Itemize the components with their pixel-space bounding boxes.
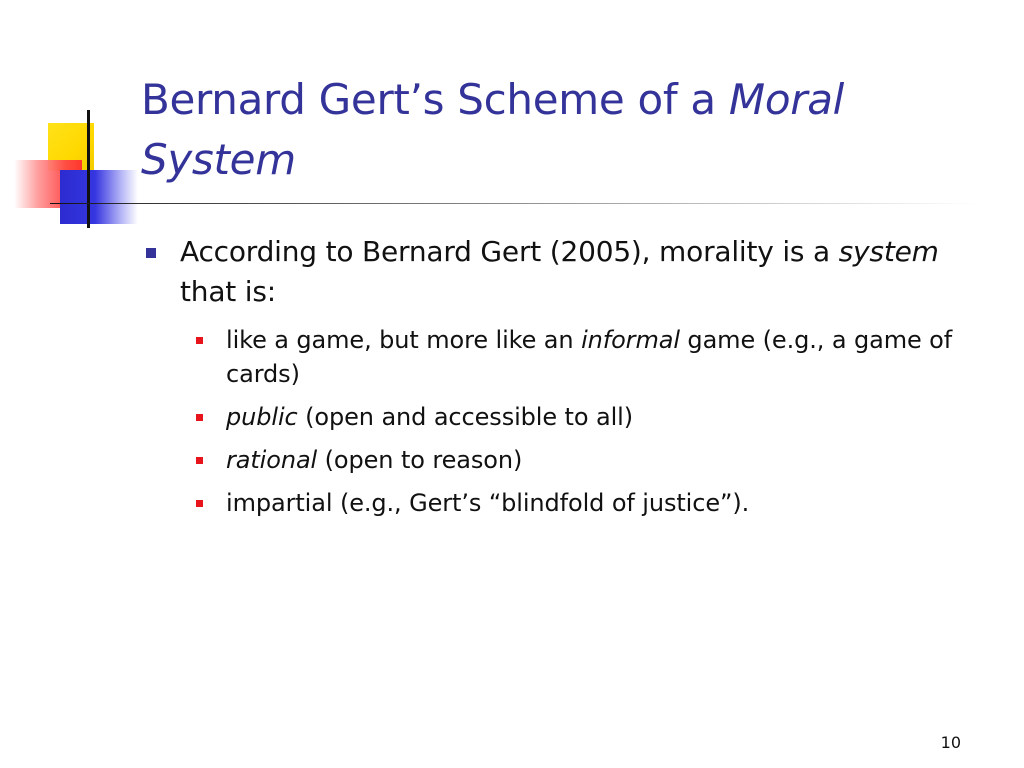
title-text: Bernard Gert’s Scheme of a — [141, 75, 729, 124]
page-number: 10 — [940, 733, 961, 752]
sub-bullet-text-after: (open and accessible to all) — [297, 403, 633, 431]
sub-bullet-text-after: (open to reason) — [317, 446, 523, 474]
main-bullet-item — [142, 232, 992, 312]
sub-bullet-item — [186, 486, 992, 520]
sub-bullet-text: like a game, but more like an — [226, 326, 582, 354]
vertical-line-decoration — [87, 110, 90, 228]
slide-title — [141, 70, 1001, 190]
main-bullet-text-after: that is: — [180, 275, 276, 308]
sub-bullet-list — [142, 323, 992, 520]
sub-bullet-text-after: game (e.g., a game of cards) — [226, 326, 953, 388]
main-bullet-italic: system — [838, 235, 939, 268]
title-italic-text: Moral System — [141, 75, 845, 184]
slide-body — [142, 232, 992, 529]
square-bullet-icon — [196, 457, 203, 464]
sub-bullet-item — [186, 443, 992, 477]
main-bullet-text: According to Bernard Gert (2005), morality is a — [180, 235, 839, 268]
square-bullet-icon — [196, 414, 203, 421]
sub-bullet-italic: public — [226, 403, 298, 431]
square-bullet-icon — [196, 500, 203, 507]
blue-square-decoration — [60, 170, 138, 224]
square-bullet-icon — [146, 248, 156, 258]
title-underline — [50, 203, 980, 204]
sub-bullet-italic: rational — [226, 446, 318, 474]
sub-bullet-text: impartial (e.g., Gert’s “blindfold of justice”). — [226, 489, 750, 517]
square-bullet-icon — [196, 337, 203, 344]
sub-bullet-italic: informal — [581, 326, 680, 354]
sub-bullet-item — [186, 323, 992, 391]
sub-bullet-item — [186, 400, 992, 434]
